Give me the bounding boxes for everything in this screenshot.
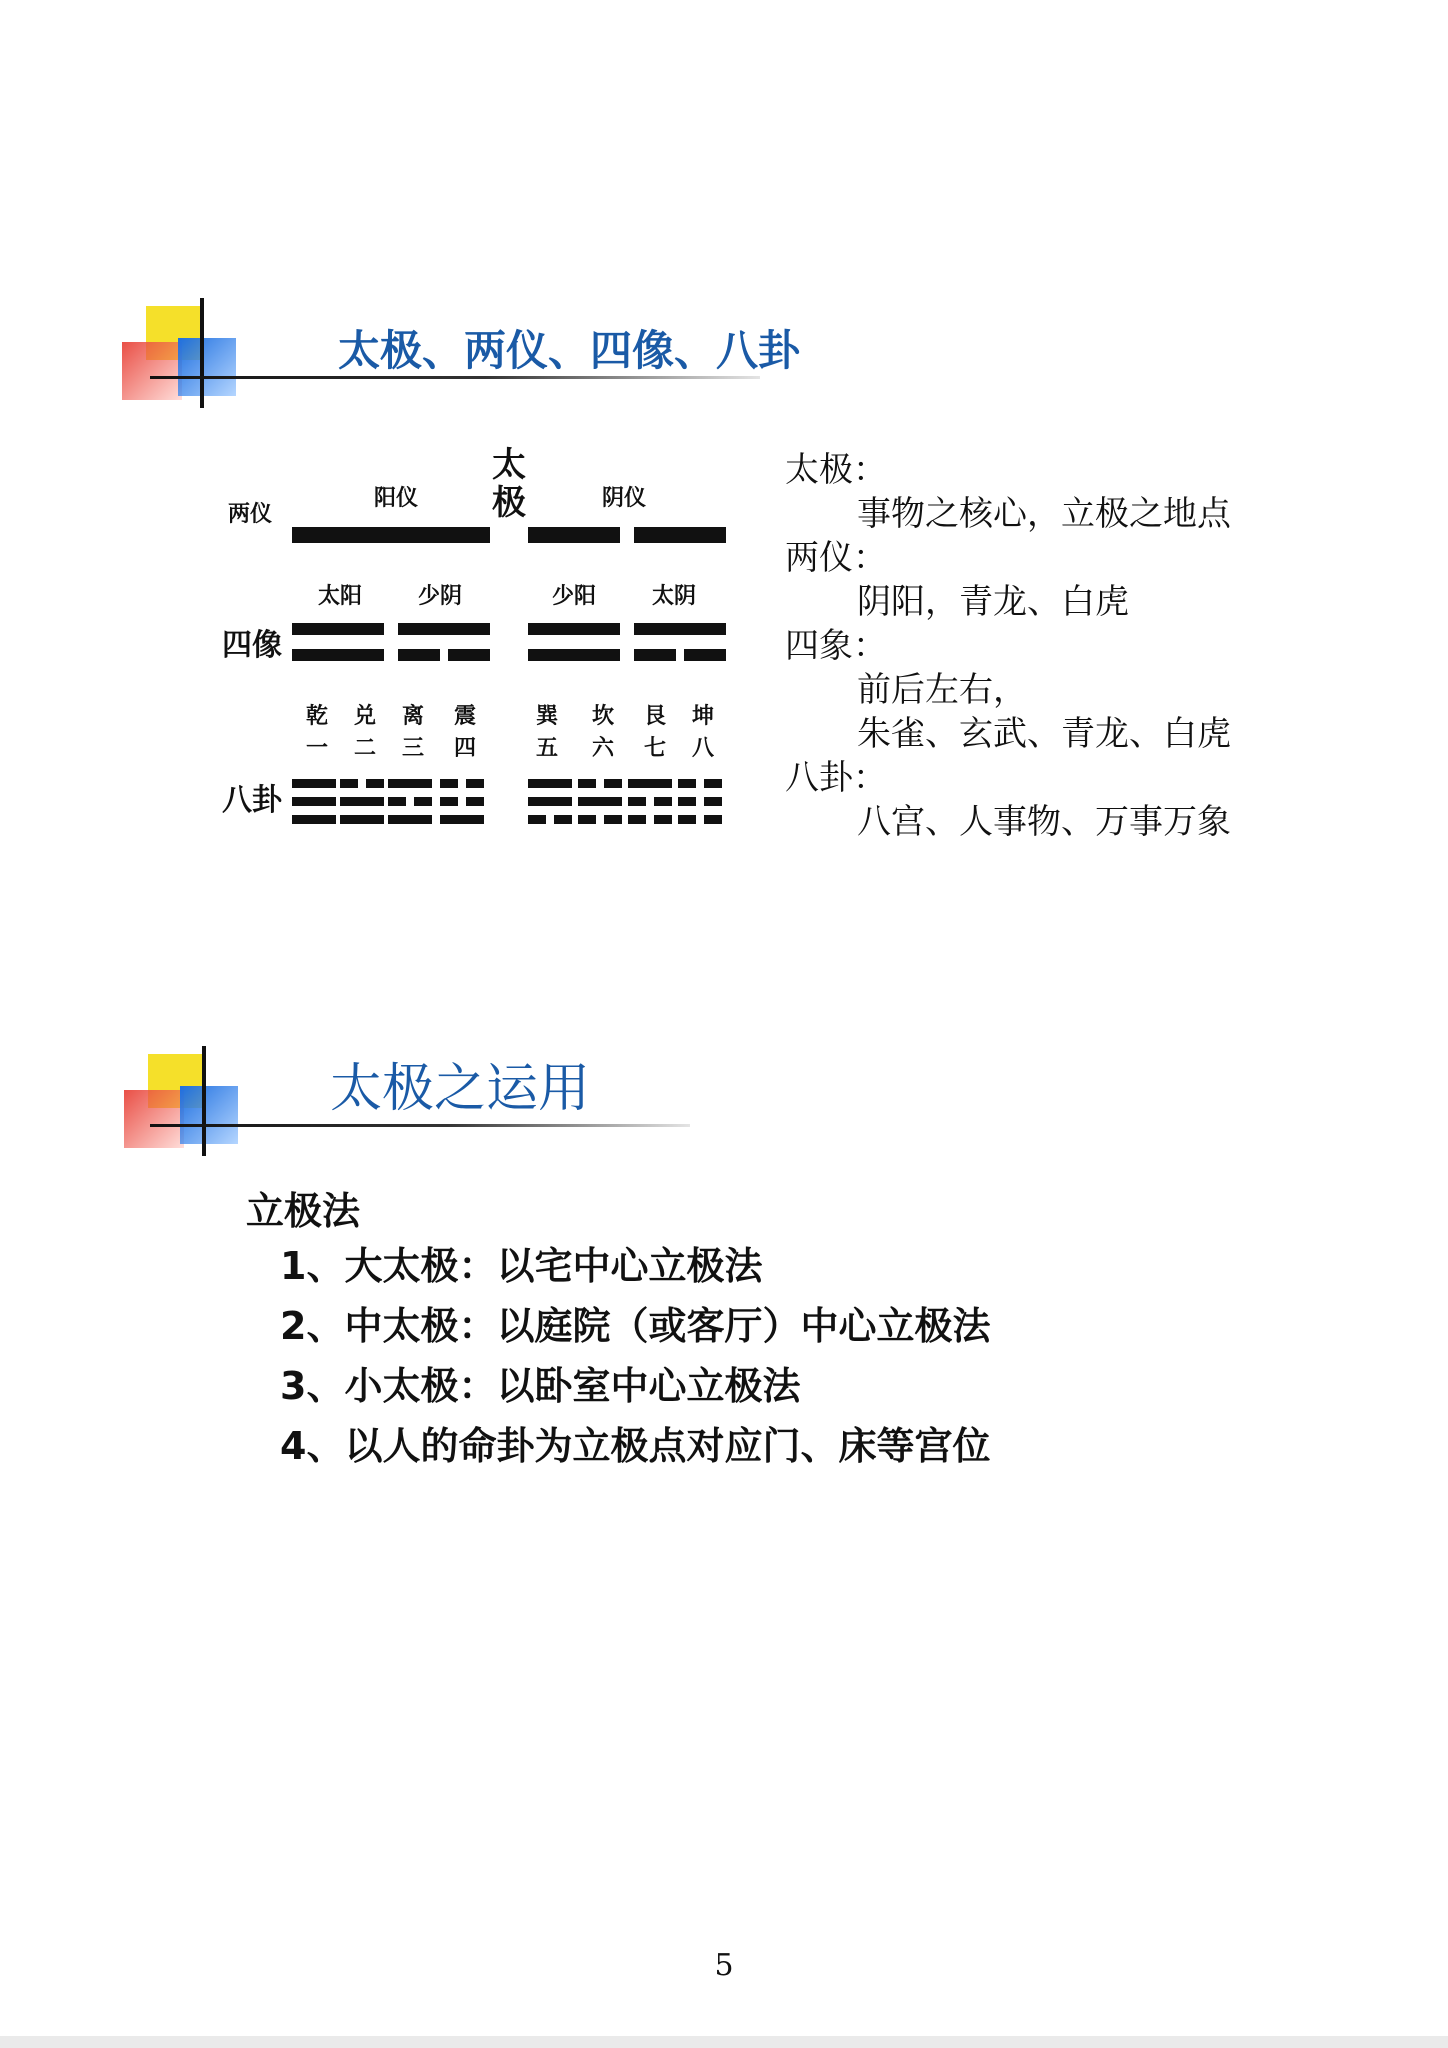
trigram-solid-line (388, 815, 432, 824)
trigram-broken-line (604, 779, 622, 788)
method-list (280, 1236, 990, 1476)
section-title-1: 太极、两仪、四像、八卦 (338, 326, 801, 375)
sixiang-label-taiyin: 太阴 (652, 584, 697, 609)
trigram-kan: 坎 六 (591, 704, 614, 761)
trigram-gen: 艮 七 (643, 704, 666, 761)
explain-line: 朱雀、玄武、青龙、白虎 (857, 714, 1231, 754)
trigram-broken-line (578, 779, 596, 788)
taiji-char-1: 太 (492, 445, 526, 485)
trigram-broken-line (654, 815, 672, 824)
trigram-dui: 兑 二 (353, 704, 376, 761)
trigram-broken-line (578, 815, 596, 824)
liangyi-row-label: 两仪 (228, 502, 273, 527)
trigram-xun: 巽 五 (535, 704, 558, 761)
trigram-solid-line (578, 797, 622, 806)
trigram-broken-line (678, 797, 696, 806)
trigram-kun: 坤 八 (691, 704, 714, 761)
trigram-broken-line (466, 779, 484, 788)
trigram-solid-line (528, 779, 572, 788)
trigram-li: 离 三 (401, 704, 424, 761)
list-item: 1、大太极：以宅中心立极法 (280, 1244, 763, 1288)
trigram-qian: 乾 一 (305, 704, 328, 761)
sixiang-label-shaoyin: 少阴 (418, 584, 463, 609)
page-number: 5 (714, 1948, 734, 1983)
trigram-solid-line (528, 797, 572, 806)
trigram-broken-line (440, 779, 458, 788)
trigram-solid-line (340, 815, 384, 824)
trigram-lines (222, 445, 742, 845)
trigram-zhen: 震 四 (453, 704, 476, 761)
trigram-broken-line (628, 797, 646, 806)
section-logo (122, 298, 262, 408)
taiji-char-2: 极 (492, 483, 526, 523)
trigram-broken-line (704, 797, 722, 806)
trigram-broken-line (388, 797, 406, 806)
yang-label: 阳仪 (374, 486, 419, 511)
explain-heading-sixiang: 四象： (785, 626, 887, 666)
explain-line: 事物之核心，立极之地点 (857, 494, 1231, 534)
trigram-broken-line (678, 779, 696, 788)
trigram-solid-line (340, 797, 384, 806)
explanation-block (785, 448, 1231, 844)
list-item: 4、以人的命卦为立极点对应门、床等宫位 (280, 1424, 991, 1468)
trigram-broken-line (528, 815, 546, 824)
list-heading: 立极法 (246, 1189, 361, 1233)
trigram-broken-line (678, 815, 696, 824)
section-divider (150, 1124, 690, 1127)
bottom-strip (0, 2036, 1448, 2048)
sixiang-label-taiyang: 太阳 (318, 584, 363, 609)
trigram-broken-line (704, 779, 722, 788)
trigram-broken-line (628, 815, 646, 824)
trigram-broken-line (466, 797, 484, 806)
trigram-broken-line (654, 797, 672, 806)
explain-heading-bagua: 八卦： (785, 758, 887, 798)
sixiang-row-label: 四像 (222, 628, 282, 663)
trigram-broken-line (604, 815, 622, 824)
explain-line: 前后左右， (857, 670, 1027, 710)
trigram-solid-line (292, 797, 336, 806)
explain-heading-liangyi: 两仪： (785, 538, 887, 578)
trigram-solid-line (388, 779, 432, 788)
sixiang-label-shaoyang: 少阳 (552, 584, 597, 609)
bagua-diagram (222, 445, 742, 845)
trigram-broken-line (340, 779, 358, 788)
trigram-broken-line (414, 797, 432, 806)
trigram-broken-line (440, 797, 458, 806)
trigram-solid-line (292, 815, 336, 824)
explain-line: 阴阳，青龙、白虎 (857, 582, 1129, 622)
explain-line: 八宫、人事物、万事万象 (857, 802, 1231, 842)
trigram-broken-line (366, 779, 384, 788)
bagua-row-label: 八卦 (222, 783, 282, 818)
list-item: 3、小太极：以卧室中心立极法 (280, 1364, 801, 1408)
list-item: 2、中太极：以庭院（或客厅）中心立极法 (280, 1304, 991, 1348)
section-logo (124, 1046, 264, 1156)
trigram-solid-line (292, 779, 336, 788)
explain-heading-taiji: 太极： (785, 450, 887, 490)
trigram-broken-line (704, 815, 722, 824)
trigram-solid-line (440, 815, 484, 824)
yin-label: 阴仪 (602, 486, 647, 511)
trigram-broken-line (554, 815, 572, 824)
section-title-2: 太极之运用 (330, 1059, 591, 1119)
trigram-solid-line (628, 779, 672, 788)
